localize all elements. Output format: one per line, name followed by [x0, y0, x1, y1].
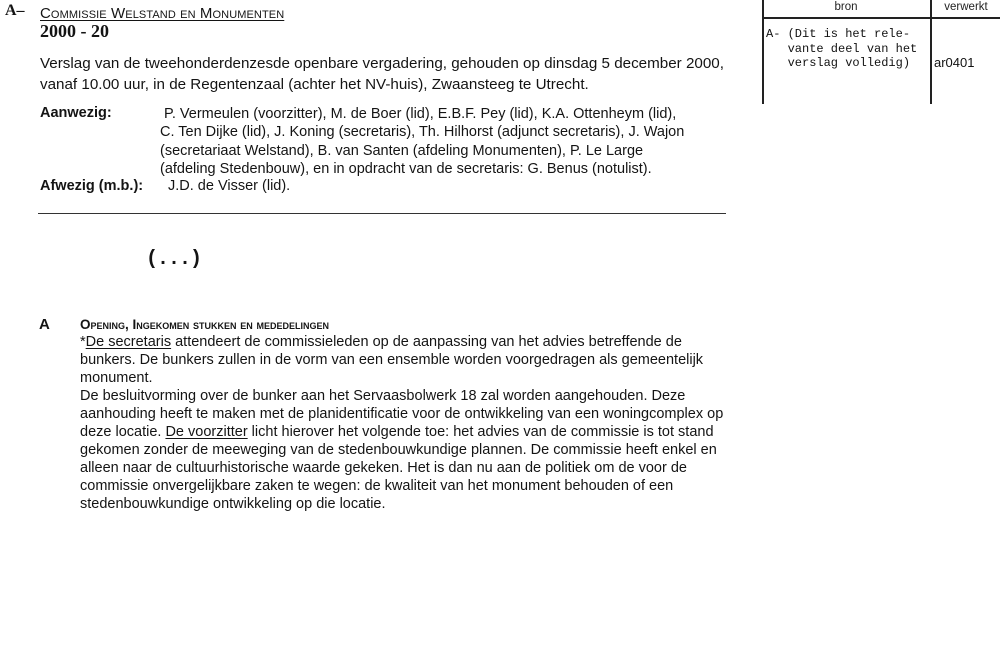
intro-paragraph	[40, 53, 724, 95]
line-text: bunkers. De bunkers zullen in de vorm van een ensemble worden voorgedragen als gemeentelijk	[80, 352, 704, 368]
section-line	[80, 351, 723, 369]
organization-title: Commissie Welstand en Monumenten	[40, 5, 285, 22]
source-table	[762, 0, 1000, 104]
section-letter: A	[39, 316, 50, 333]
line-text: alleen naar de cultuurhistorische waarde gekeken. Het is dan nu aan de politiek om de voor de	[80, 460, 687, 476]
section-line	[80, 441, 723, 459]
present-line: (secretariaat Welstand), B. van Santen (afdeling Monumenten), P. Le Large	[160, 142, 644, 159]
line-text: aanhouding heeft te maken met de planidentificatie voor de ontwikkeling van een woningcomplex op	[80, 406, 724, 422]
line-text: deze locatie.	[80, 424, 166, 440]
separator-line	[38, 213, 726, 214]
table-border	[762, 0, 764, 104]
absent-list: J.D. de Visser (lid).	[168, 178, 291, 194]
section-marker: A–	[5, 2, 25, 19]
source-note: A- (Dit is het rele- vante deel van het verslag volledig)	[766, 27, 918, 70]
section-line	[80, 459, 723, 477]
section-line	[80, 387, 723, 405]
omission-marker: (...)	[146, 248, 202, 271]
section-title: Opening, Ingekomen stukken en mededelingen	[80, 317, 330, 332]
column-header-bron: bron	[834, 1, 858, 13]
section-line	[80, 405, 723, 423]
line-text: *	[80, 334, 86, 350]
line-text: commissie onvergelijkbare zaken te wegen: de kwaliteit van het monument behouden of een	[80, 478, 674, 494]
present-label: Aanwezig:	[40, 105, 112, 121]
processed-code: ar0401	[934, 55, 975, 70]
table-divider	[930, 0, 932, 104]
section-line	[80, 477, 723, 495]
underlined-speaker: De secretaris	[85, 334, 172, 350]
column-header-verwerkt: verwerkt	[944, 1, 988, 13]
absent-label: Afwezig (m.b.):	[40, 178, 144, 194]
table-header-rule	[762, 17, 1000, 19]
line-text: monument.	[80, 370, 153, 386]
section-line	[80, 369, 723, 387]
line-text: licht hierover het volgende toe: het advies van de commissie is tot stand	[247, 424, 714, 440]
document-number: 2000 - 20	[40, 21, 109, 41]
underlined-speaker: De voorzitter	[165, 424, 248, 440]
intro-line: vanaf 10.00 uur, in de Regentenzaal (achter het NV-huis), Zwaansteeg te Utrecht.	[40, 76, 589, 93]
present-line: P. Vermeulen (voorzitter), M. de Boer (lid), E.B.F. Pey (lid), K.A. Ottenheym (lid),	[160, 106, 677, 122]
present-line: C. Ten Dijke (lid), J. Koning (secretaris), Th. Hilhorst (adjunct secretaris), J. Wajon	[160, 124, 685, 141]
section-line	[80, 423, 723, 441]
section-line	[80, 495, 723, 513]
intro-line: Verslag van de tweehonderdenzesde openbare vergadering, gehouden op dinsdag 5 december 2000,	[40, 55, 724, 72]
section-body	[80, 333, 723, 513]
present-line: (afdeling Stedenbouw), en in opdracht van de secretaris: G. Benus (notulist).	[160, 160, 652, 177]
line-text: attendeert de commissieleden op de aanpassing van het advies betreffende de	[171, 334, 682, 350]
line-text: De besluitvorming over de bunker aan het Servaasbolwerk 18 zal worden aangehouden. Deze	[80, 388, 686, 404]
line-text: stedenbouwkundige ontwikkeling op die locatie.	[80, 496, 386, 512]
section-line	[80, 333, 723, 351]
present-list	[160, 105, 684, 178]
line-text: gekomen zonder de meeweging van de stedenbouwkundige plannen. De commissie heeft enkel en	[80, 442, 717, 458]
